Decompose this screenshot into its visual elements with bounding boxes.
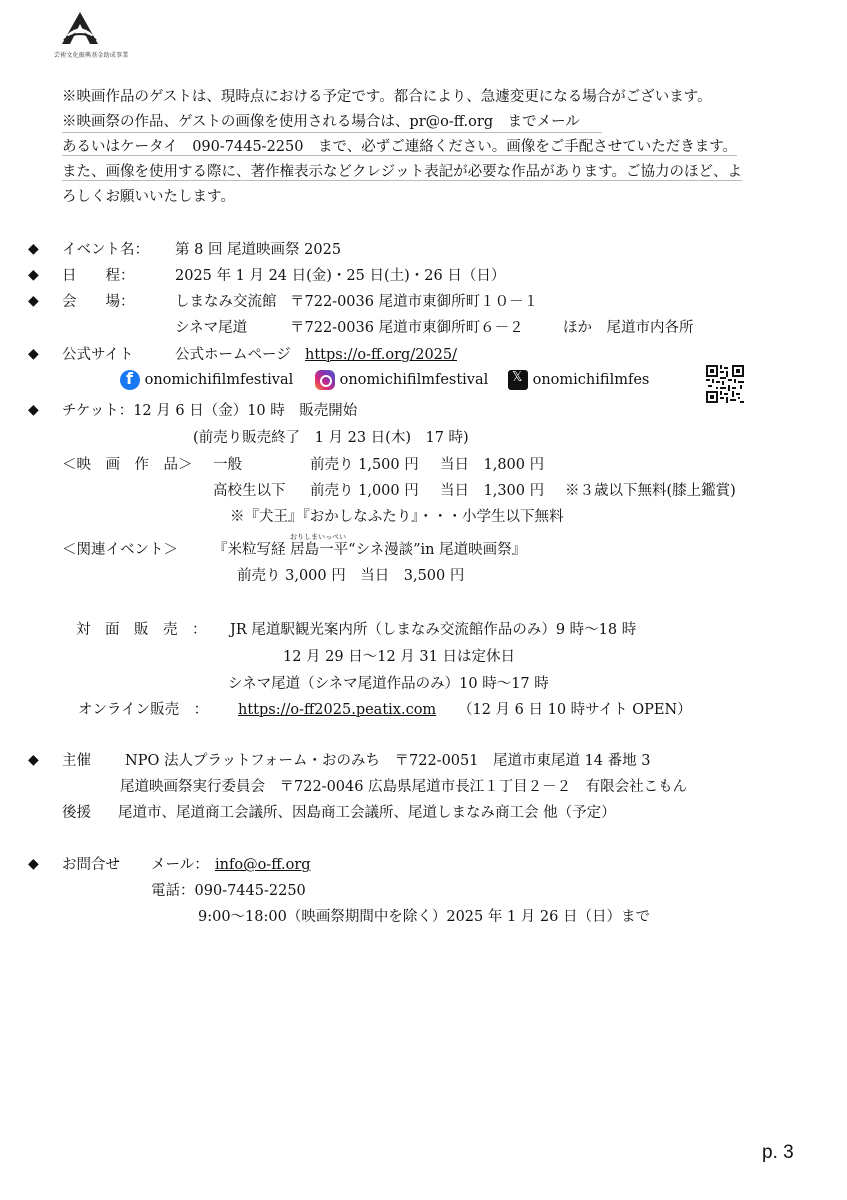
logo: [50, 10, 129, 60]
facebook-link[interactable]: [120, 370, 293, 390]
note-line-1: ※映画作品のゲストは、現時点における予定です。都合により、急遽変更になる場合がございます。: [62, 89, 712, 105]
bullet-venue: ◆: [28, 293, 39, 309]
online-sales-label: オンライン販売 ：: [78, 702, 209, 718]
contact-tel: 電話：090-7445-2250: [151, 883, 306, 899]
organizer-2: 尾道映画祭実行委員会 〒722-0046 広島県尾道市長江１丁目２－２ 有限会社こもん: [120, 779, 688, 795]
logo-mark-icon: [58, 10, 102, 46]
online-sales-note: （12 月 6 日 10 時サイト OPEN）: [458, 702, 692, 718]
related-event-label: ＜関連イベント＞: [62, 542, 178, 558]
venue-label: 会 場：: [62, 294, 135, 310]
highschool-door-price: 当日 1,300 円: [440, 483, 545, 499]
venue-1-name: しまなみ交流館: [175, 294, 277, 310]
x-link[interactable]: [508, 370, 649, 390]
note-line-2: [62, 112, 602, 133]
event-value: 第 8 回 尾道映画祭 2025: [175, 242, 342, 258]
facebook-icon: [120, 370, 140, 390]
note-line-4-text: また、画像を使用する際に、著作権表示などクレジット表記が必要な作品があります。ご協力のほど、よ: [62, 164, 742, 180]
organizer-1: NPO 法人プラットフォーム・おのみち 〒722-0051 尾道市東尾道 14 番地 3: [125, 753, 651, 769]
note-line-4: [62, 162, 742, 182]
instagram-icon: [315, 370, 335, 390]
bullet-ticket: ◆: [28, 402, 39, 418]
x-handle: onomichifilmfes: [532, 372, 650, 388]
counter-sales-line-2: 12 月 29 日～12 月 31 日は定休日: [283, 649, 515, 665]
facebook-handle: onomichifilmfestival: [144, 372, 294, 388]
logo-caption: 芸術文化振興基金助成事業: [54, 52, 129, 59]
ticket-label: チケット：12 月 6 日（金）10 時 販売開始: [62, 403, 358, 419]
general-presale-price: 前売り 1,500 円: [310, 457, 419, 473]
contact-hours: 9:00～18:00（映画祭期間中を除く）2025 年 1 月 26 日（日）まで: [198, 909, 650, 925]
bullet-contact: ◆: [28, 856, 39, 872]
bullet-event: ◆: [28, 241, 39, 257]
related-event-ruby: おりしまいっぺい: [290, 533, 346, 541]
highschool-presale-price: 前売り 1,000 円: [310, 483, 419, 499]
related-event-title: 『米粒写経 居島一平“シネ漫談”in 尾道映画祭』: [213, 542, 527, 558]
venue-2-extra: ほか 尾道市内各所: [563, 320, 694, 336]
instagram-handle: onomichifilmfestival: [339, 372, 489, 388]
note-line-2-text: ※映画祭の作品、ゲストの画像を使用される場合は、pr@o-ff.org までメール: [62, 114, 580, 130]
x-logo-icon: [508, 370, 528, 390]
instagram-link[interactable]: [315, 370, 488, 390]
dates-value: 2025 年 1 月 24 日(金)・25 日(土)・26 日（日）: [175, 268, 506, 284]
venue-2-name: シネマ尾道: [175, 320, 248, 336]
general-label: 一般: [213, 457, 242, 473]
organizer-label: 主催: [62, 753, 91, 769]
online-sales-link[interactable]: https://o-ff2025.peatix.com: [238, 702, 437, 718]
venue-1-address: 〒722-0036 尾道市東御所町１０－１: [290, 294, 539, 310]
site-label: 公式サイト: [62, 347, 134, 363]
related-event-price: 前売り 3,000 円 当日 3,500 円: [237, 568, 465, 584]
page-number: p. 3: [762, 1142, 794, 1163]
under-3-note: ※３歳以下無料(膝上鑑賞): [565, 483, 736, 499]
site-url-link[interactable]: https://o-ff.org/2025/: [305, 347, 458, 363]
support-label: 後援: [62, 805, 91, 821]
note-line-3-text: あるいはケータイ 090-7445-2250 まで、必ずご連絡ください。画像をご手配させていただきます。: [62, 139, 738, 155]
site-hp-label: 公式ホームページ: [175, 347, 291, 363]
note-line-3: [62, 137, 737, 157]
kids-free-note: ※『犬王』『おかしなふたり』・・・小学生以下無料: [230, 509, 564, 525]
highschool-label: 高校生以下: [213, 483, 286, 499]
venue-2-address: 〒722-0036 尾道市東御所町６－２: [290, 320, 524, 336]
contact-mail-label: メール：: [151, 857, 209, 873]
contact-label: お問合せ: [62, 857, 120, 873]
bullet-dates: ◆: [28, 267, 39, 283]
general-door-price: 当日 1,800 円: [440, 457, 545, 473]
note-line-5: ろしくお願いいたします。: [62, 189, 235, 205]
ticket-presale-end: (前売り販売終了 1 月 23 日(木) 17 時): [193, 430, 469, 446]
support-value: 尾道市、尾道商工会議所、因島商工会議所、尾道しまなみ商工会 他（予定）: [118, 805, 616, 821]
dates-label: 日 程：: [62, 268, 135, 284]
contact-mail-link[interactable]: info@o-ff.org: [215, 857, 311, 873]
film-ticket-label: ＜映 画 作 品＞: [62, 457, 193, 473]
counter-sales-label: 対 面 販 売 ：: [76, 622, 207, 638]
counter-sales-line-1: JR 尾道駅観光案内所（しまなみ交流館作品のみ）9 時～18 時: [230, 622, 637, 638]
bullet-organizer: ◆: [28, 752, 39, 768]
qr-code-icon[interactable]: [706, 365, 744, 403]
bullet-site: ◆: [28, 346, 39, 362]
event-label: イベント名：: [62, 242, 149, 258]
counter-sales-line-3: シネマ尾道（シネマ尾道作品のみ）10 時～17 時: [228, 676, 549, 692]
